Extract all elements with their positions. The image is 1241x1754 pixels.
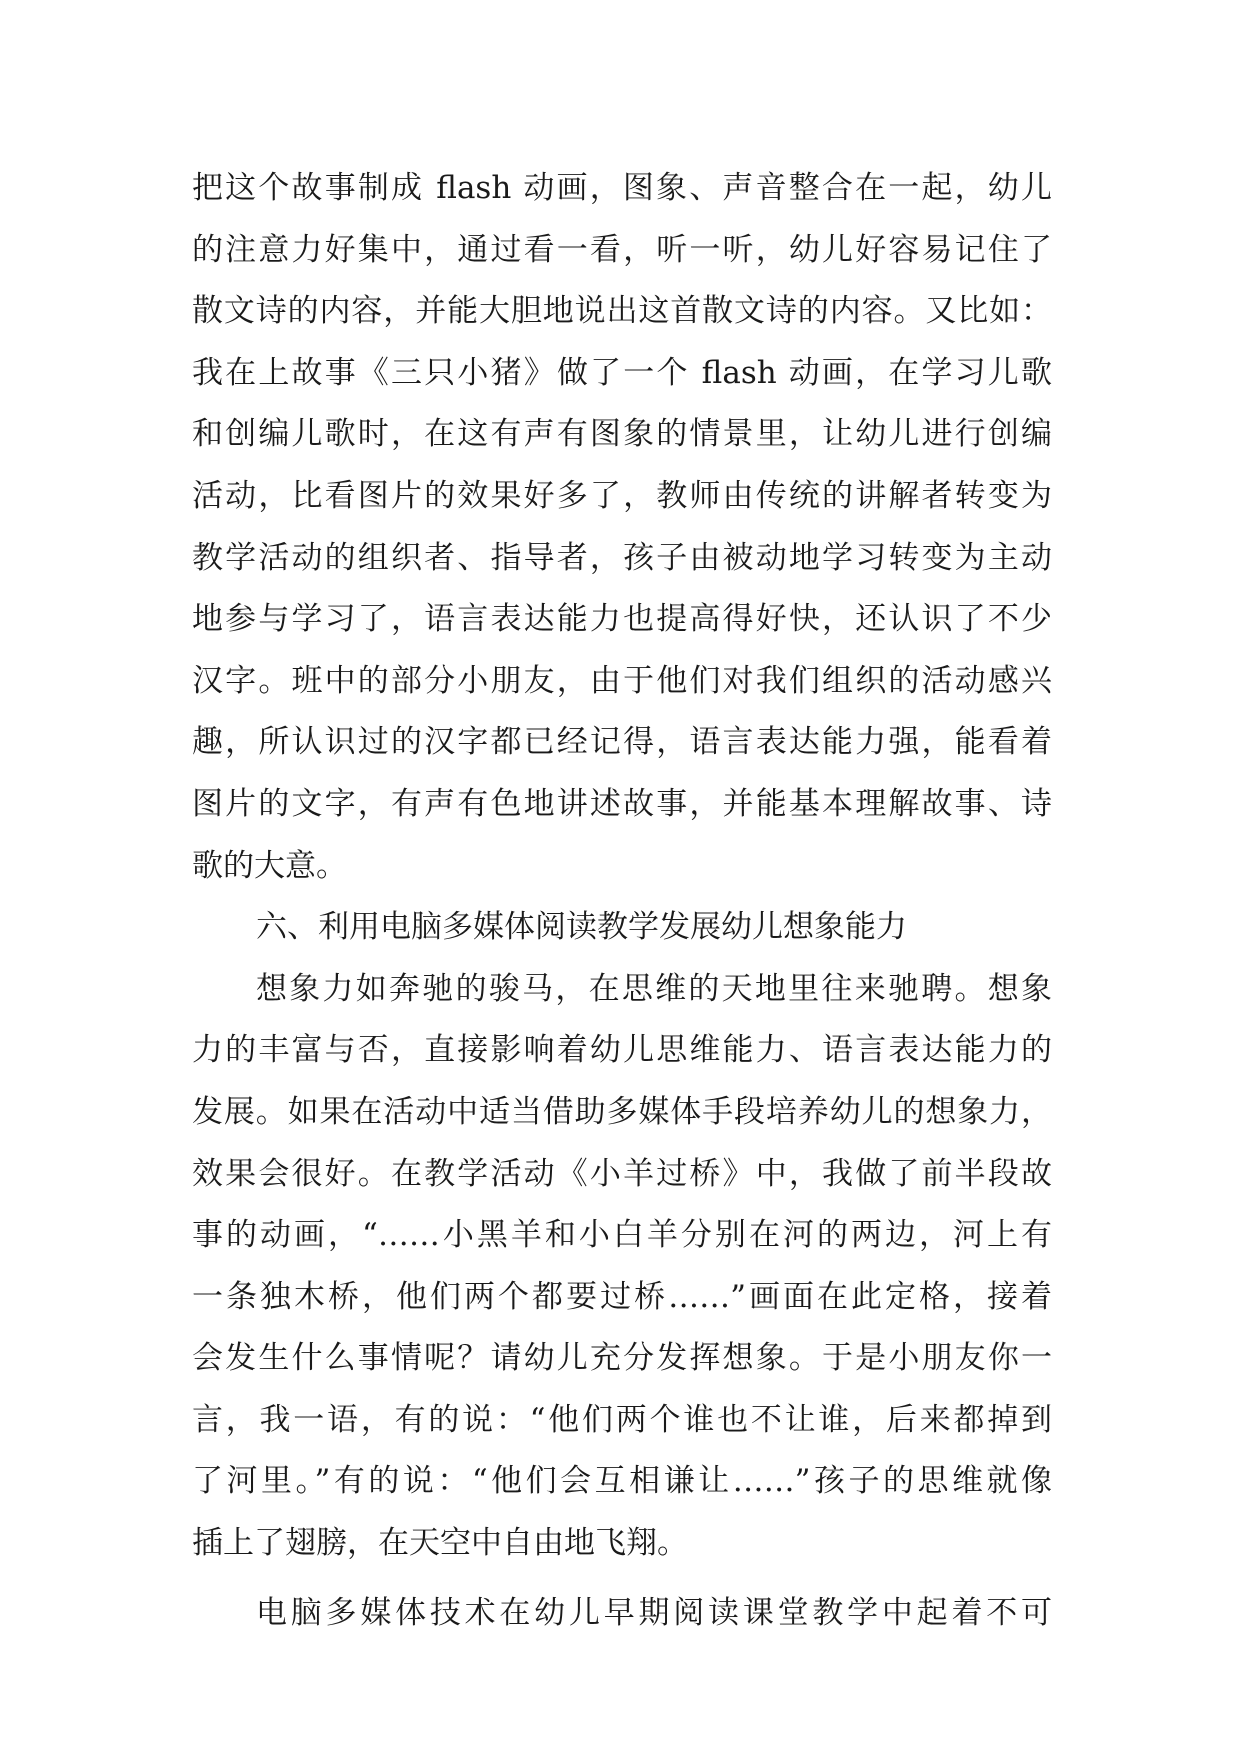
text-line: 会发生什么事情呢？请幼儿充分发挥想象。于是小朋友你一 bbox=[192, 1340, 1052, 1377]
text-line: 发展。如果在活动中适当借助多媒体手段培养幼儿的想象力， bbox=[192, 1093, 1052, 1130]
text-line: 言，我一语，有的说：“他们两个谁也不让谁，后来都掉到 bbox=[192, 1401, 1052, 1438]
text-line: 了河里。”有的说：“他们会互相谦让……”孩子的思维就像 bbox=[192, 1463, 1052, 1500]
text-line: 的注意力好集中，通过看一看，听一听，幼儿好容易记住了 bbox=[192, 231, 1052, 268]
text-line: 事的动画，“……小黑羊和小白羊分别在河的两边，河上有 bbox=[192, 1217, 1052, 1254]
text-line: 插上了翅膀，在天空中自由地飞翔。 bbox=[192, 1525, 688, 1562]
text-line: 和创编儿歌时，在这有声有图象的情景里，让幼儿进行创编 bbox=[192, 416, 1052, 453]
text-line: 效果会很好。在教学活动《小羊过桥》中，我做了前半段故 bbox=[192, 1155, 1052, 1192]
text-line: 歌的大意。 bbox=[192, 847, 347, 884]
text-line: 趣，所认识过的汉字都已经记得，语言表达能力强，能看着 bbox=[192, 724, 1052, 761]
text-line: 地参与学习了，语言表达能力也提高得好快，还认识了不少 bbox=[192, 601, 1052, 638]
paragraph-gap bbox=[192, 1575, 1052, 1583]
section-heading: 六、利用电脑多媒体阅读教学发展幼儿想象能力 bbox=[256, 909, 907, 946]
text-line: 汉字。班中的部分小朋友，由于他们对我们组织的活动感兴 bbox=[192, 662, 1052, 699]
text-line: 想象力如奔驰的骏马，在思维的天地里往来驰聘。想象 bbox=[256, 970, 1052, 1007]
text-line: 力的丰富与否，直接影响着幼儿思维能力、语言表达能力的 bbox=[192, 1032, 1052, 1069]
text-line: 一条独木桥，他们两个都要过桥……”画面在此定格，接着 bbox=[192, 1278, 1052, 1315]
text-line: 图片的文字，有声有色地讲述故事，并能基本理解故事、诗 bbox=[192, 785, 1052, 822]
text-line: 电脑多媒体技术在幼儿早期阅读课堂教学中起着不可 bbox=[256, 1594, 1052, 1631]
text-line: 把这个故事制成 flash 动画，图象、声音整合在一起，幼儿 bbox=[192, 170, 1052, 206]
text-line: 散文诗的内容，并能大胆地说出这首散文诗的内容。又比如： bbox=[192, 293, 1052, 330]
text-line: 我在上故事《三只小猪》做了一个 flash 动画，在学习儿歌 bbox=[192, 354, 1052, 391]
text-line: 活动，比看图片的效果好多了，教师由传统的讲解者转变为 bbox=[192, 477, 1052, 514]
text-line: 教学活动的组织者、指导者，孩子由被动地学习转变为主动 bbox=[192, 539, 1052, 576]
body-text bbox=[192, 158, 1052, 1644]
